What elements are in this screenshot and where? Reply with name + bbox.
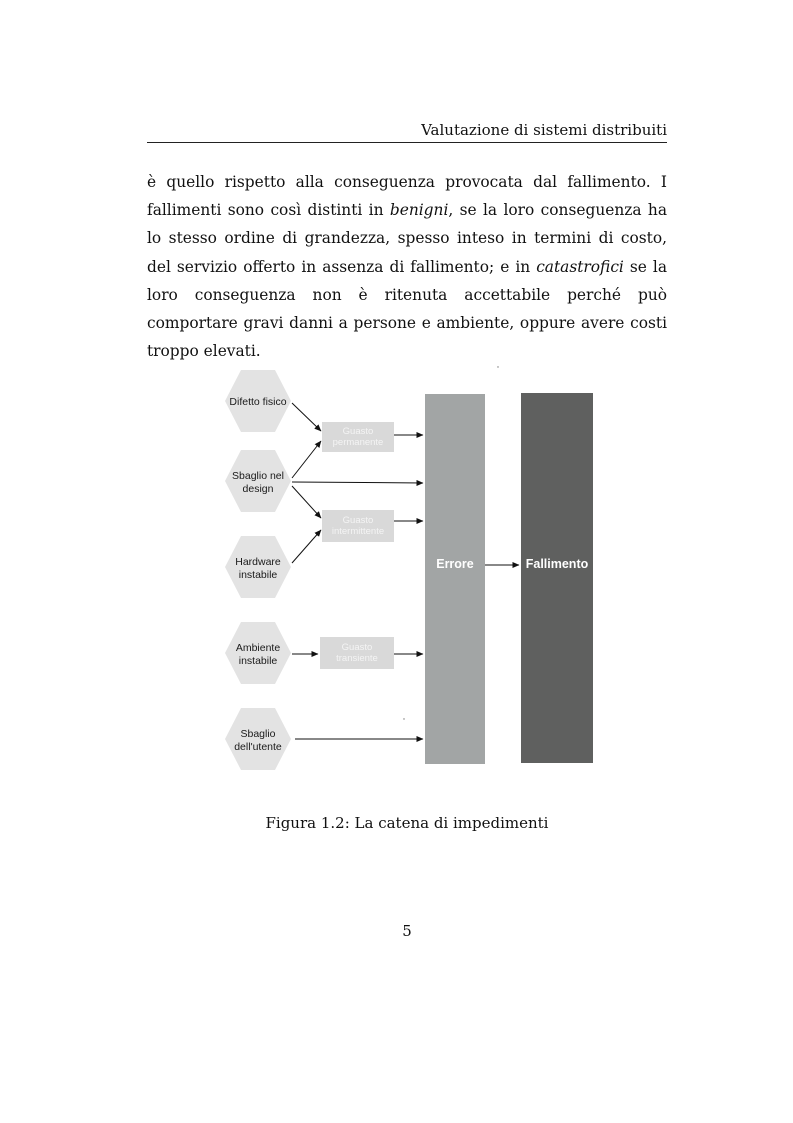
fault-guasto-permanente <box>322 422 394 452</box>
cause-label-line2: instabile <box>238 655 278 667</box>
fault-label-line1: Guasto <box>341 642 373 653</box>
fault-label-line2: intermittente <box>331 526 385 537</box>
cause-label-line2: instabile <box>238 569 278 581</box>
running-header-title: Valutazione di sistemi distribuiti <box>421 121 667 139</box>
fault-label-line2: transiente <box>336 653 378 664</box>
paragraph-text-1: è quello rispetto alla conseguenza provocata dal fallimento. I fallimenti sono così distinti in <box>147 173 667 220</box>
term-benigni: benigni <box>389 201 449 220</box>
arrow-design-to-permanente <box>292 441 321 478</box>
arrow-hardware-to-intermittente <box>292 530 321 563</box>
arrow-design-to-errore <box>292 482 423 483</box>
failure-bar <box>521 393 593 763</box>
page-number: 5 <box>402 922 412 940</box>
scan-speck <box>403 718 404 719</box>
paragraph-text-2: , se la loro conseguenza ha lo stesso ordine di grandezza, spesso inteso in termini di costo, del servizio offerto in assenza di fallimento; e in <box>147 201 667 276</box>
fault-label-line2: permanente <box>332 437 384 448</box>
fault-guasto-transiente <box>320 637 394 669</box>
cause-label-line1: Hardware <box>235 556 281 568</box>
cause-label-line1: Sbaglio <box>240 728 276 740</box>
cause-label-line2: dell'utente <box>234 741 282 753</box>
error-label: Errore <box>436 557 474 571</box>
scan-speck <box>497 366 498 367</box>
paragraph-text-3: se la loro conseguenza non è ritenuta accettabile perché può comportare gravi danni a persone e ambiente, oppure avere costi troppo elevati. <box>147 257 668 361</box>
cause-difetto-fisico <box>225 370 291 432</box>
cause-hardware-instabile <box>225 536 291 598</box>
cause-label-line2: design <box>242 483 274 495</box>
cause-label-line1: Sbaglio nel <box>232 470 284 482</box>
fault-label-line1: Guasto <box>342 515 374 526</box>
fault-guasto-intermittente <box>322 510 394 542</box>
failure-label: Fallimento <box>525 557 589 571</box>
fault-label-line1: Guasto <box>342 426 374 437</box>
cause-ambiente-instabile <box>225 622 291 684</box>
cause-label: Difetto fisico <box>229 396 287 408</box>
cause-sbaglio-utente <box>225 708 291 770</box>
cause-label-line1: Ambiente <box>235 642 281 654</box>
term-catastrofici: catastrofici <box>536 257 624 276</box>
figure-caption: Figura 1.2: La catena di impedimenti <box>265 814 549 832</box>
cause-sbaglio-design <box>225 450 291 512</box>
arrow-difetto-to-permanente <box>292 403 321 431</box>
error-bar <box>425 394 485 764</box>
arrow-design-to-intermittente <box>292 486 321 518</box>
